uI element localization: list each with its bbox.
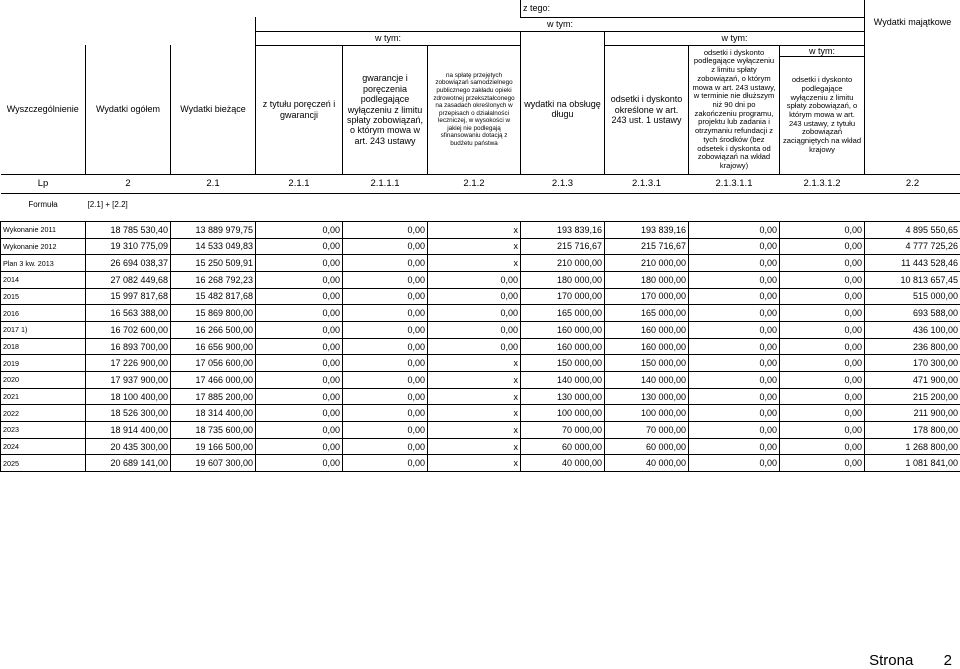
value-cell: 16 268 792,23 — [171, 271, 256, 288]
value-cell: 0,00 — [780, 422, 865, 439]
table-row — [1, 305, 960, 322]
row-label: Wykonanie 2011 — [1, 221, 86, 238]
value-cell: x — [428, 372, 521, 389]
value-cell: 16 893 700,00 — [86, 338, 171, 355]
value-cell: 26 694 038,37 — [86, 255, 171, 272]
table-row — [1, 255, 960, 272]
value-cell: 17 226 900,00 — [86, 355, 171, 372]
value-cell: 0,00 — [689, 372, 780, 389]
w-tym-main-label: w tym: — [256, 17, 865, 31]
value-cell: 0,00 — [428, 338, 521, 355]
value-cell: 0,00 — [689, 438, 780, 455]
value-cell: 18 785 530,40 — [86, 221, 171, 238]
value-cell: 215 716,67 — [605, 238, 689, 255]
table-row — [1, 422, 960, 439]
w-tym-b-label: w tym: — [605, 31, 865, 45]
value-cell: 236 800,00 — [865, 338, 960, 355]
value-cell: 0,00 — [256, 271, 343, 288]
value-cell: 0,00 — [780, 221, 865, 238]
formula-row — [1, 193, 960, 216]
value-cell: 0,00 — [689, 271, 780, 288]
value-cell: 0,00 — [780, 255, 865, 272]
value-cell: 0,00 — [780, 455, 865, 472]
value-cell: 0,00 — [343, 271, 428, 288]
value-cell: x — [428, 355, 521, 372]
value-cell: x — [428, 221, 521, 238]
value-cell: 0,00 — [256, 255, 343, 272]
row-label: 2023 — [1, 422, 86, 439]
value-cell: 17 885 200,00 — [171, 388, 256, 405]
value-cell: 0,00 — [343, 422, 428, 439]
odsetki-wklad-header: odsetki i dyskonto podlegające wyłączeniu z limitu spłaty zobowiązań, o którym mowa w art. 243 ustawy, z tytułu zobowiązań zaciągniętych na wkład krajowy — [780, 56, 865, 174]
wyszczegolnienie-header: Wyszczególnienie — [1, 45, 86, 174]
value-cell: 40 000,00 — [605, 455, 689, 472]
value-cell: 1 081 841,00 — [865, 455, 960, 472]
table-row — [1, 321, 960, 338]
row-label: 2020 — [1, 372, 86, 389]
value-cell: 0,00 — [256, 238, 343, 255]
value-cell: 0,00 — [343, 388, 428, 405]
row-label: 2019 — [1, 355, 86, 372]
table-row — [1, 372, 960, 389]
lp-cell: 2.1.1 — [256, 174, 343, 193]
value-cell: 193 839,16 — [605, 221, 689, 238]
value-cell: 160 000,00 — [605, 338, 689, 355]
value-cell: 140 000,00 — [521, 372, 605, 389]
row-label: Wykonanie 2012 — [1, 238, 86, 255]
table-row — [1, 388, 960, 405]
value-cell: 0,00 — [780, 305, 865, 322]
value-cell: 170 000,00 — [521, 288, 605, 305]
value-cell: 0,00 — [428, 271, 521, 288]
value-cell: 0,00 — [428, 321, 521, 338]
formula-label: Formuła — [1, 193, 86, 216]
table-row — [1, 221, 960, 238]
odsetki-podlegajace-header: odsetki i dyskonto podlegające wyłączeniu z limitu spłaty zobowiązań, o którym mowa w art. 243 ustawy, w terminie nie dłuższym niż 90 dni po zakończeniu programu, projektu lub zadania i otrzymaniu refundacji z tych środków (bez odsetek i dyskonta od zobowiązań na wkład krajowy) — [689, 45, 780, 174]
value-cell: 16 266 500,00 — [171, 321, 256, 338]
value-cell: 70 000,00 — [605, 422, 689, 439]
value-cell: 0,00 — [689, 422, 780, 439]
poreczenia-header: z tytułu poręczeń i gwarancji — [256, 45, 343, 174]
value-cell: 0,00 — [780, 372, 865, 389]
value-cell: 0,00 — [343, 355, 428, 372]
value-cell: 0,00 — [689, 405, 780, 422]
row-label: 2024 — [1, 438, 86, 455]
row-label: 2017 1) — [1, 321, 86, 338]
value-cell: 0,00 — [256, 221, 343, 238]
value-cell: 0,00 — [428, 288, 521, 305]
value-cell: 0,00 — [343, 238, 428, 255]
value-cell: 170 300,00 — [865, 355, 960, 372]
value-cell: 15 869 800,00 — [171, 305, 256, 322]
w-tym-a-label: w tym: — [256, 31, 521, 45]
value-cell: 16 702 600,00 — [86, 321, 171, 338]
value-cell: 10 813 657,45 — [865, 271, 960, 288]
value-cell: 0,00 — [689, 388, 780, 405]
value-cell: 0,00 — [256, 288, 343, 305]
page-label: Strona — [869, 652, 913, 669]
value-cell: 13 889 979,75 — [171, 221, 256, 238]
value-cell: 20 435 300,00 — [86, 438, 171, 455]
value-cell: 150 000,00 — [605, 355, 689, 372]
value-cell: 0,00 — [780, 388, 865, 405]
value-cell: 0,00 — [256, 422, 343, 439]
value-cell: x — [428, 405, 521, 422]
table-row — [1, 288, 960, 305]
value-cell: 17 937 900,00 — [86, 372, 171, 389]
value-cell: 11 443 528,46 — [865, 255, 960, 272]
value-cell: 0,00 — [256, 388, 343, 405]
row-label: 2016 — [1, 305, 86, 322]
value-cell: 0,00 — [343, 455, 428, 472]
value-cell: 215 716,67 — [521, 238, 605, 255]
value-cell: 0,00 — [256, 405, 343, 422]
value-cell: 0,00 — [343, 438, 428, 455]
value-cell: 15 482 817,68 — [171, 288, 256, 305]
wydatki-majatkowe-header: Wydatki majątkowe — [865, 17, 960, 45]
table-row — [1, 238, 960, 255]
value-cell: 15 997 817,68 — [86, 288, 171, 305]
value-cell: 210 000,00 — [605, 255, 689, 272]
row-label: 2025 — [1, 455, 86, 472]
value-cell: 180 000,00 — [521, 271, 605, 288]
value-cell: 0,00 — [689, 321, 780, 338]
odsetki-okreslone-header: odsetki i dyskonto określone w art. 243 ust. 1 ustawy — [605, 45, 689, 174]
value-cell: 693 588,00 — [865, 305, 960, 322]
value-cell: 165 000,00 — [521, 305, 605, 322]
table-row — [1, 338, 960, 355]
value-cell: 0,00 — [256, 372, 343, 389]
value-cell: 0,00 — [256, 355, 343, 372]
value-cell: 0,00 — [343, 338, 428, 355]
value-cell: 19 607 300,00 — [171, 455, 256, 472]
table-row — [1, 355, 960, 372]
w-tym-c-label: w tym: — [780, 45, 865, 56]
table-row — [1, 405, 960, 422]
value-cell: 19 166 500,00 — [171, 438, 256, 455]
value-cell: 1 268 800,00 — [865, 438, 960, 455]
value-cell: 17 056 600,00 — [171, 355, 256, 372]
wydatki-biezace-header: Wydatki bieżące — [171, 45, 256, 174]
lp-cell: 2.1.1.1 — [343, 174, 428, 193]
value-cell: 180 000,00 — [605, 271, 689, 288]
value-cell: x — [428, 238, 521, 255]
lp-cell: 2.1.3.1.2 — [780, 174, 865, 193]
value-cell: 160 000,00 — [521, 321, 605, 338]
value-cell: 0,00 — [780, 338, 865, 355]
value-cell: 515 000,00 — [865, 288, 960, 305]
value-cell: 211 900,00 — [865, 405, 960, 422]
value-cell: 0,00 — [343, 288, 428, 305]
value-cell: 160 000,00 — [521, 338, 605, 355]
value-cell: 0,00 — [343, 255, 428, 272]
lp-row — [1, 174, 960, 193]
value-cell: 16 563 388,00 — [86, 305, 171, 322]
value-cell: 0,00 — [689, 288, 780, 305]
value-cell: 20 689 141,00 — [86, 455, 171, 472]
value-cell: 215 200,00 — [865, 388, 960, 405]
value-cell: 471 900,00 — [865, 372, 960, 389]
value-cell: 0,00 — [689, 455, 780, 472]
value-cell: 0,00 — [343, 305, 428, 322]
splata-zobowiazan-header: na spłatę przejętych zobowiązań samodzielnego publicznego zakładu opieki zdrowotnej przekształconego na zasadach określonych w przepisach o działalności leczniczej, w wysokości w jakiej nie podlegają sfinansowaniu dotacją z budżetu państwa — [428, 45, 521, 174]
value-cell: 165 000,00 — [605, 305, 689, 322]
value-cell: 0,00 — [689, 305, 780, 322]
obsluga-dlugu-header: wydatki na obsługę długu — [521, 45, 605, 174]
value-cell: 18 735 600,00 — [171, 422, 256, 439]
value-cell: 19 310 775,09 — [86, 238, 171, 255]
row-label: Plan 3 kw. 2013 — [1, 255, 86, 272]
value-cell: 0,00 — [343, 405, 428, 422]
value-cell: 0,00 — [780, 438, 865, 455]
value-cell: 18 526 300,00 — [86, 405, 171, 422]
value-cell: 18 100 400,00 — [86, 388, 171, 405]
table-row — [1, 271, 960, 288]
value-cell: x — [428, 438, 521, 455]
value-cell: 140 000,00 — [605, 372, 689, 389]
lp-cell: 2 — [86, 174, 171, 193]
lp-cell: 2.1.3 — [521, 174, 605, 193]
value-cell: 0,00 — [256, 438, 343, 455]
value-cell: 17 466 000,00 — [171, 372, 256, 389]
value-cell: 18 314 400,00 — [171, 405, 256, 422]
lp-cell: Lp — [1, 174, 86, 193]
value-cell: 0,00 — [256, 305, 343, 322]
table-row — [1, 438, 960, 455]
value-cell: 27 082 449,68 — [86, 271, 171, 288]
row-label: 2018 — [1, 338, 86, 355]
value-cell: 4 777 725,26 — [865, 238, 960, 255]
lp-cell: 2.1.2 — [428, 174, 521, 193]
lp-cell: 2.2 — [865, 174, 960, 193]
value-cell: 0,00 — [343, 321, 428, 338]
value-cell: x — [428, 422, 521, 439]
row-label: 2015 — [1, 288, 86, 305]
value-cell: 0,00 — [689, 221, 780, 238]
value-cell: 0,00 — [689, 255, 780, 272]
lp-cell: 2.1.3.1 — [605, 174, 689, 193]
gwarancje-header: gwarancje i poręczenia podlegające wyłączeniu z limitu spłaty zobowiązań, o którym mowa w art. 243 ustawy — [343, 45, 428, 174]
value-cell: 0,00 — [256, 321, 343, 338]
value-cell: 0,00 — [343, 372, 428, 389]
value-cell: x — [428, 388, 521, 405]
value-cell: 210 000,00 — [521, 255, 605, 272]
value-cell: 436 100,00 — [865, 321, 960, 338]
row-label: 2022 — [1, 405, 86, 422]
value-cell: 0,00 — [780, 288, 865, 305]
value-cell: 100 000,00 — [605, 405, 689, 422]
value-cell: 0,00 — [256, 338, 343, 355]
value-cell: 4 895 550,65 — [865, 221, 960, 238]
lp-cell: 2.1 — [171, 174, 256, 193]
value-cell: 170 000,00 — [605, 288, 689, 305]
value-cell: 0,00 — [689, 355, 780, 372]
lp-cell: 2.1.3.1.1 — [689, 174, 780, 193]
value-cell: 160 000,00 — [605, 321, 689, 338]
value-cell: 0,00 — [256, 455, 343, 472]
value-cell: 15 250 509,91 — [171, 255, 256, 272]
value-cell: 193 839,16 — [521, 221, 605, 238]
value-cell: 0,00 — [780, 355, 865, 372]
value-cell: 100 000,00 — [521, 405, 605, 422]
value-cell: 0,00 — [689, 238, 780, 255]
table-row — [1, 455, 960, 472]
value-cell: 14 533 049,83 — [171, 238, 256, 255]
value-cell: 16 656 900,00 — [171, 338, 256, 355]
value-cell: x — [428, 455, 521, 472]
row-label: 2014 — [1, 271, 86, 288]
value-cell: 0,00 — [780, 238, 865, 255]
value-cell: 60 000,00 — [605, 438, 689, 455]
value-cell: 0,00 — [780, 271, 865, 288]
page-number: 2 — [944, 652, 952, 669]
value-cell: 0,00 — [689, 338, 780, 355]
value-cell: 0,00 — [780, 321, 865, 338]
formula-expression: [2.1] + [2.2] — [86, 193, 171, 216]
value-cell: 0,00 — [780, 405, 865, 422]
value-cell: 0,00 — [343, 221, 428, 238]
row-label: 2021 — [1, 388, 86, 405]
wydatki-ogolem-header: Wydatki ogółem — [86, 45, 171, 174]
value-cell: 130 000,00 — [521, 388, 605, 405]
value-cell: 40 000,00 — [521, 455, 605, 472]
value-cell: 178 800,00 — [865, 422, 960, 439]
value-cell: 0,00 — [428, 305, 521, 322]
z-tego-label: z tego: — [521, 0, 865, 17]
page-footer — [869, 652, 952, 669]
value-cell: 150 000,00 — [521, 355, 605, 372]
value-cell: 60 000,00 — [521, 438, 605, 455]
value-cell: 18 914 400,00 — [86, 422, 171, 439]
value-cell: 130 000,00 — [605, 388, 689, 405]
value-cell: x — [428, 255, 521, 272]
value-cell: 70 000,00 — [521, 422, 605, 439]
